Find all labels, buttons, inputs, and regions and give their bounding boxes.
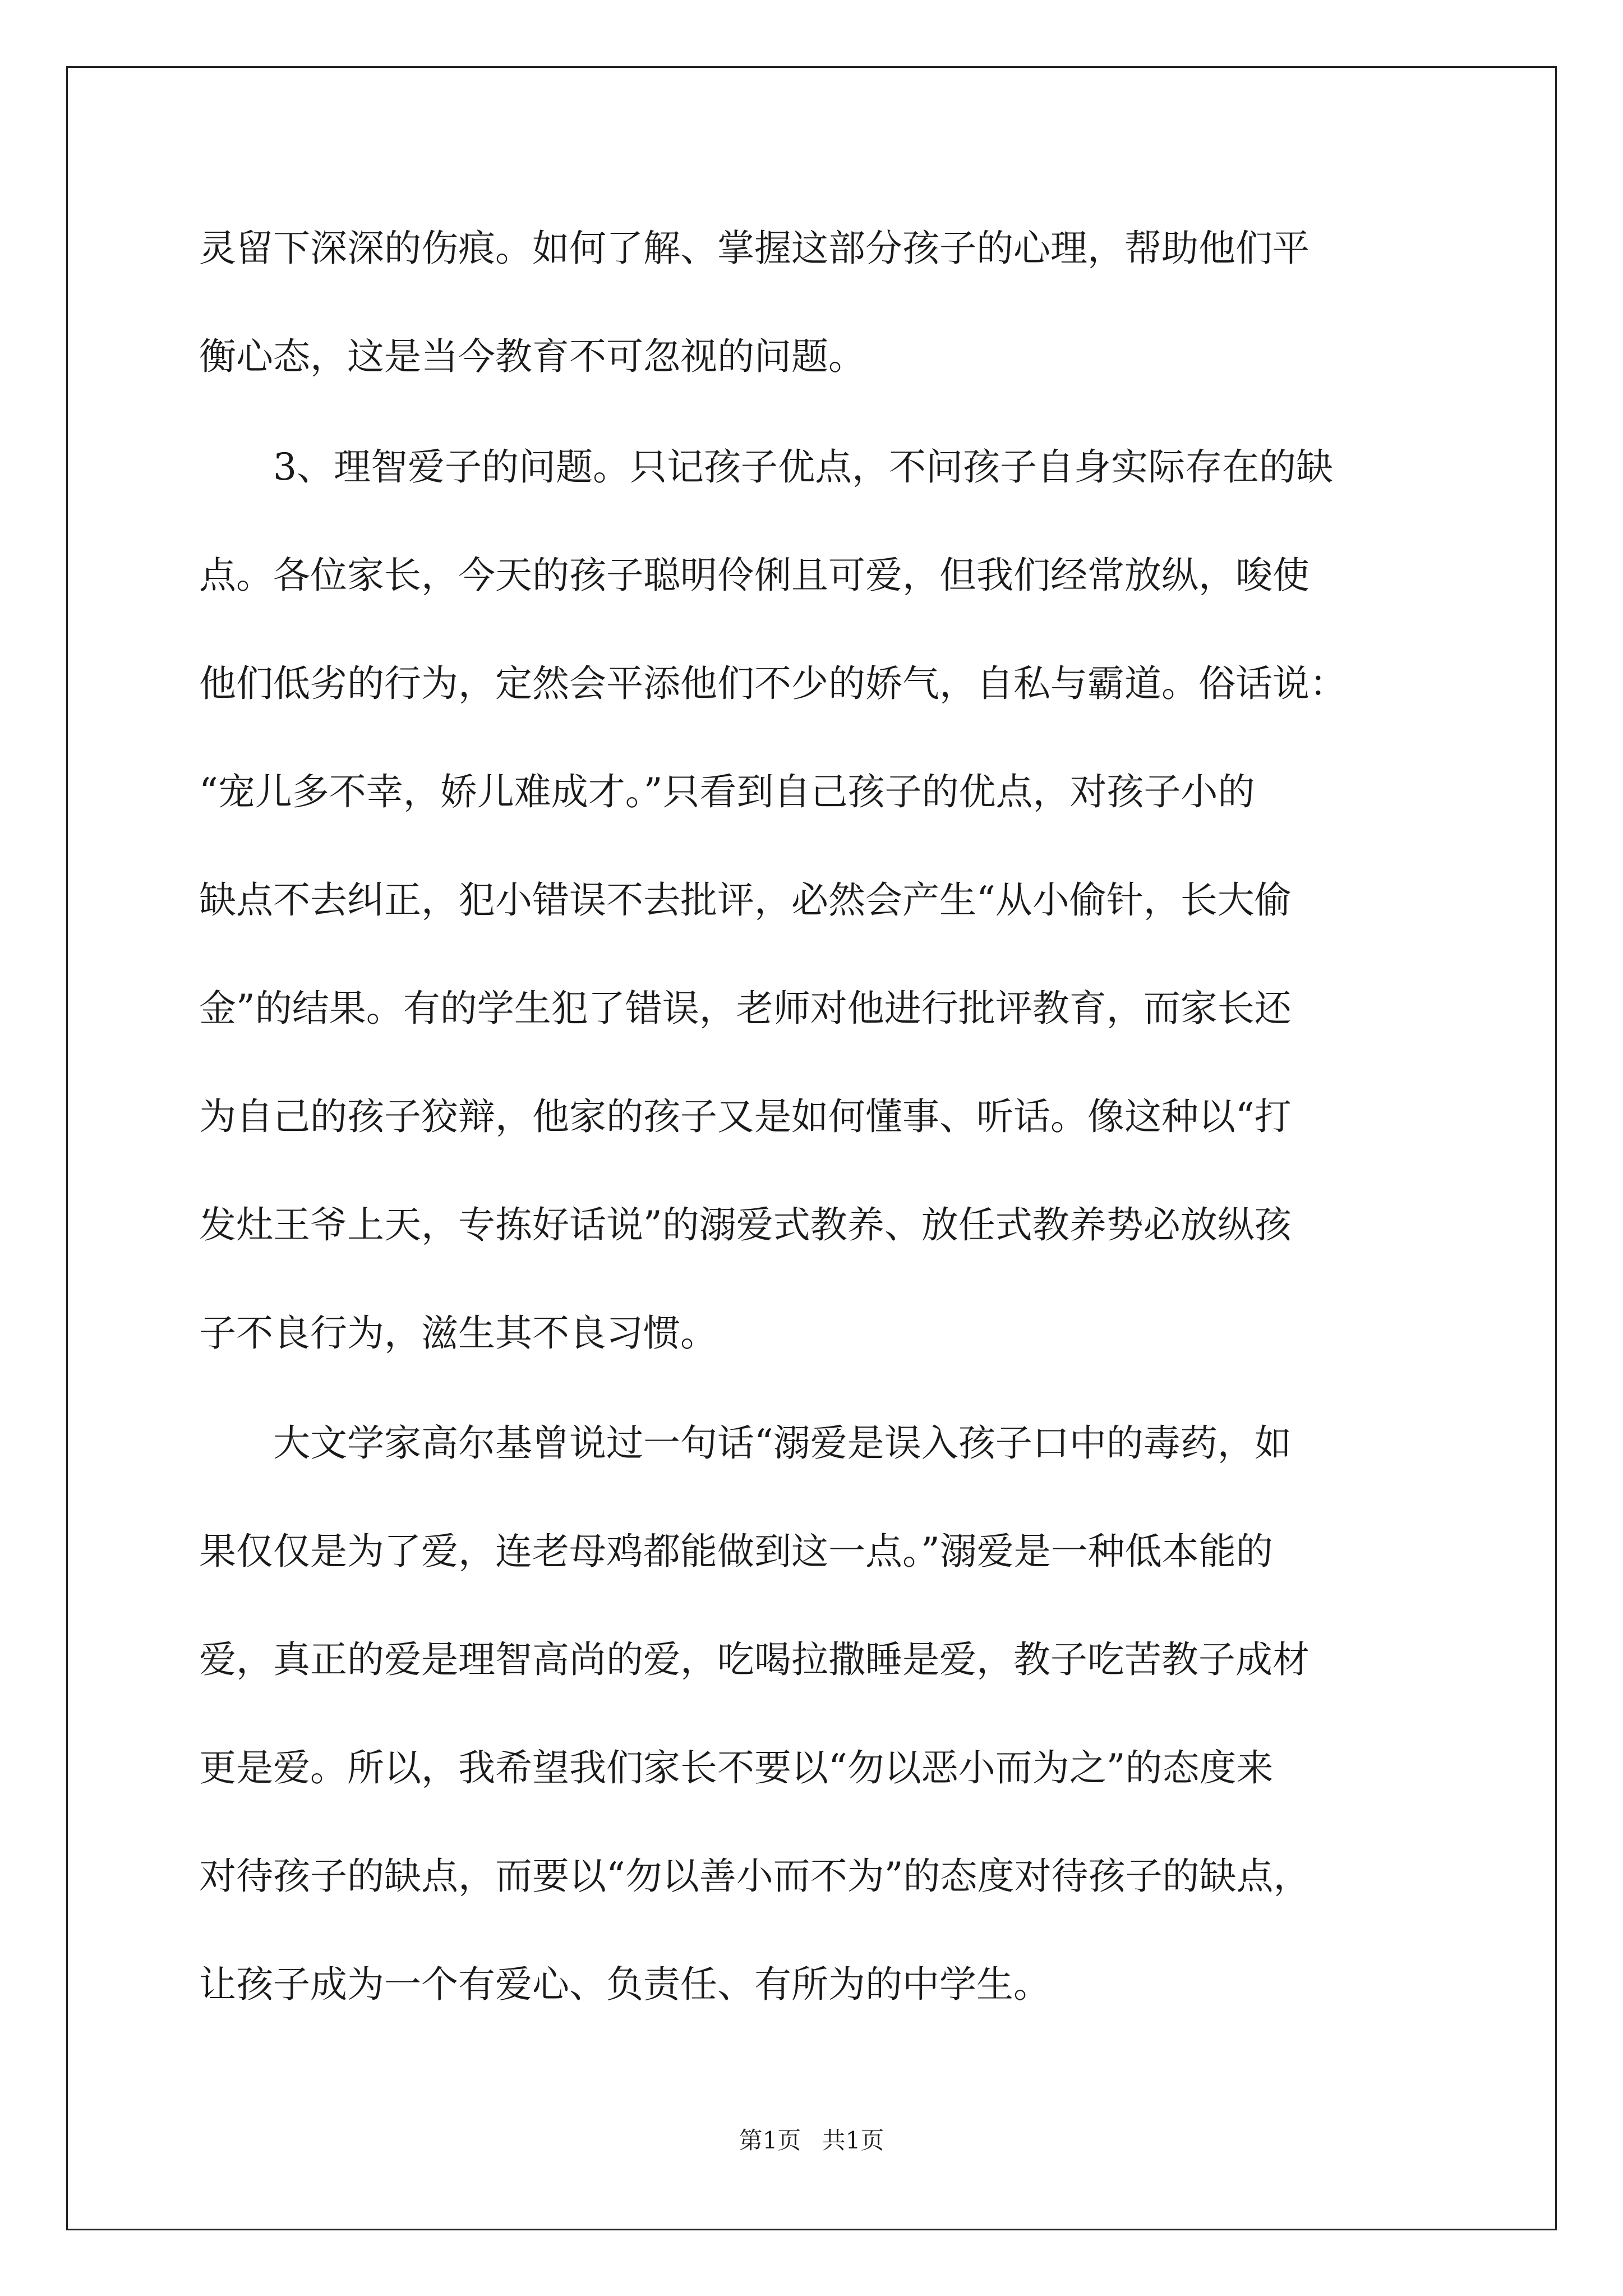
text-line: “宠儿多不幸，娇儿难成才。”只看到自己孩子的优点，对孩子小的: [199, 770, 1255, 813]
page-total: 共1页: [822, 2127, 884, 2154]
text-line: 对待孩子的缺点，而要以“勿以善小而不为”的态度对待孩子的缺点，: [199, 1855, 1311, 1898]
text-line: 3、理智爱子的问题。只记孩子优点，不问孩子自身实际存在的缺: [199, 445, 1333, 489]
text-line: 金”的结果。有的学生犯了错误，老师对他进行批评教育，而家长还: [199, 987, 1292, 1030]
text-line: 缺点不去纠正，犯小错误不去批评，必然会产生“从小偷针，长大偷: [199, 878, 1292, 922]
page-number: 第1页: [739, 2127, 801, 2154]
page-footer: [0, 2129, 1623, 2152]
text-line: 衡心态，这是当今教育不可忽视的问题。: [199, 335, 865, 378]
text-line: 灵留下深深的伤痕。如何了解、掌握这部分孩子的心理，帮助他们平: [199, 227, 1310, 270]
text-line: 更是爱。所以，我希望我们家长不要以“勿以恶小而为之”的态度来: [199, 1746, 1274, 1789]
text-line: 爱，真正的爱是理智高尚的爱，吃喝拉撒睡是爱，教子吃苦教子成材: [199, 1638, 1310, 1681]
text-line: 大文学家高尔基曾说过一句话“溺爱是误入孩子口中的毒药，如: [199, 1421, 1292, 1465]
text-line: 点。各位家长，今天的孩子聪明伶俐且可爱，但我们经常放纵，唆使: [199, 554, 1310, 597]
page-border: [66, 66, 1557, 2230]
text-line: 子不良行为，滋生其不良习惯。: [199, 1312, 717, 1355]
text-line: 果仅仅是为了爱，连老母鸡都能做到这一点。”溺爱是一种低本能的: [199, 1530, 1273, 1573]
text-line: 发灶王爷上天，专拣好话说”的溺爱式教养、放任式教养势必放纵孩: [199, 1203, 1292, 1246]
text-line: 为自己的孩子狡辩，他家的孩子又是如何懂事、听话。像这种以“打: [199, 1095, 1292, 1138]
text-line: 他们低劣的行为，定然会平添他们不少的娇气，自私与霸道。俗话说：: [199, 662, 1347, 705]
text-line: 让孩子成为一个有爱心、负责任、有所为的中学生。: [199, 1963, 1050, 2006]
